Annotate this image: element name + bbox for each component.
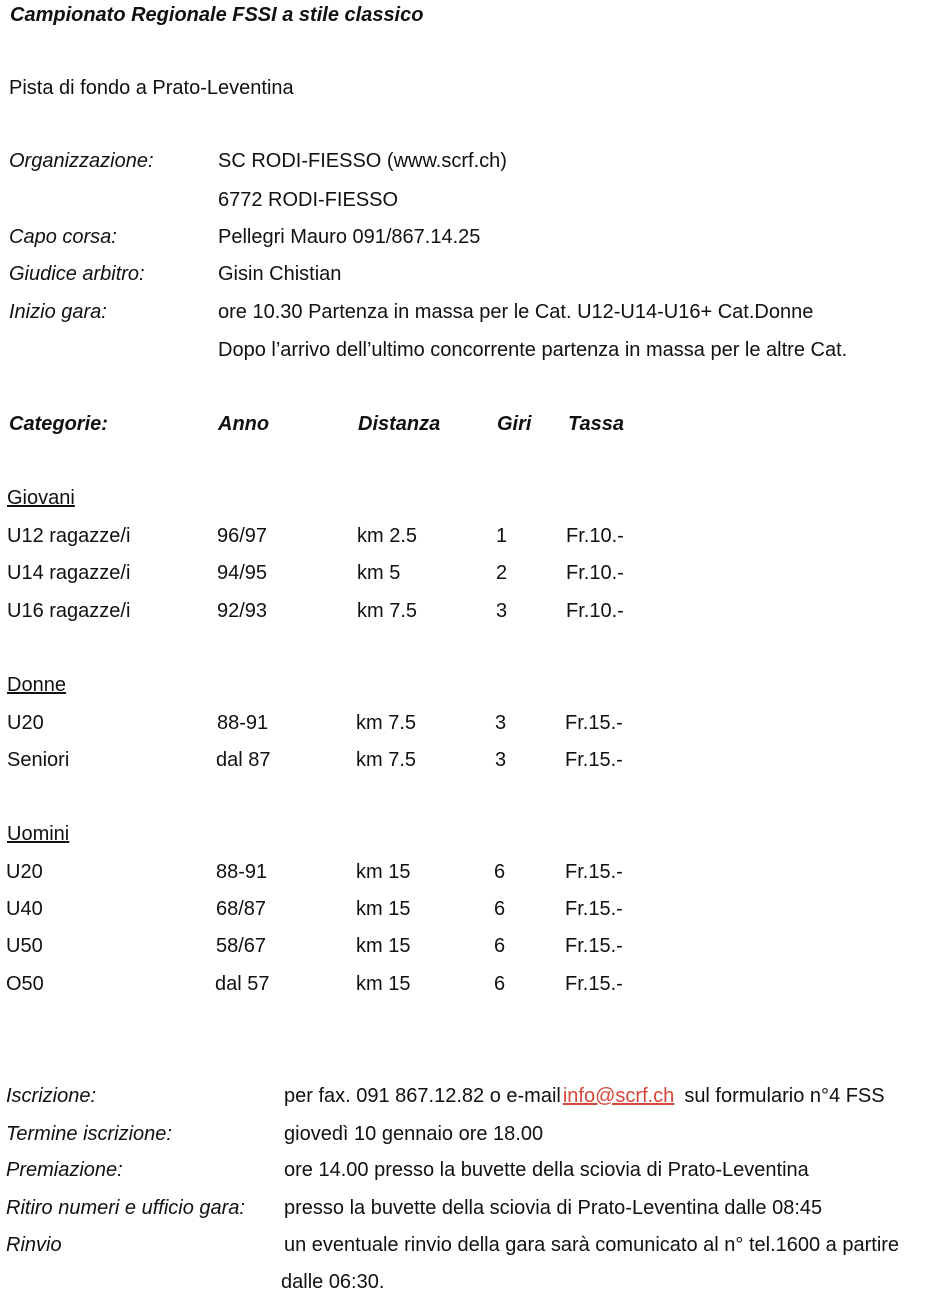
cell-anno: 94/95 <box>217 562 268 584</box>
cell-tassa: Fr.15.- <box>565 973 623 995</box>
table-row <box>0 599 952 623</box>
cell-categoria: U20 <box>6 861 43 883</box>
table-row <box>0 711 952 735</box>
ritiro-label: Ritiro numeri e ufficio gara: <box>6 1197 245 1219</box>
table-header <box>0 412 952 436</box>
subtitle: Pista di fondo a Prato-Leventina <box>9 77 294 99</box>
cell-categoria: U16 ragazze/i <box>7 600 131 622</box>
cell-giri: 3 <box>495 712 507 734</box>
cell-distanza: km 15 <box>356 898 411 920</box>
table-row <box>0 561 952 585</box>
cell-categoria: Seniori <box>7 749 70 771</box>
capo-corsa-value: Pellegri Mauro 091/867.14.25 <box>218 226 481 248</box>
rinvio-label: Rinvio <box>6 1234 62 1256</box>
rinvio-value: un eventuale rinvio della gara sarà comunicato al n° tel.1600 a partire <box>284 1234 900 1256</box>
cell-tassa: Fr.10.- <box>566 600 624 622</box>
cell-tassa: Fr.15.- <box>565 861 623 883</box>
table-row <box>0 860 952 884</box>
inizio-gara-label: Inizio gara: <box>9 301 107 323</box>
giudice-value: Gisin Chistian <box>218 263 342 285</box>
termine-value: giovedì 10 gennaio ore 18.00 <box>284 1123 544 1145</box>
cell-giri: 3 <box>495 749 507 771</box>
cell-categoria: U12 ragazze/i <box>7 525 131 547</box>
organizzazione-label: Organizzazione: <box>9 150 154 172</box>
cell-distanza: km 7.5 <box>356 712 417 734</box>
cell-giri: 1 <box>496 525 508 547</box>
iscrizione-value <box>284 1084 885 1108</box>
premiazione-label: Premiazione: <box>6 1159 123 1181</box>
inizio-gara-note: Dopo l’arrivo dell’ultimo concorrente partenza in massa per le altre Cat. <box>218 339 848 361</box>
header-giri: Giri <box>497 413 532 435</box>
cell-categoria: O50 <box>6 973 44 995</box>
group-heading-donne: Donne <box>7 674 66 696</box>
ritiro-value: presso la buvette della sciovia di Prato-Leventina dalle 08:45 <box>284 1197 823 1219</box>
page-title: Campionato Regionale FSSI a stile classico <box>10 4 424 26</box>
capo-corsa-label: Capo corsa: <box>9 226 117 248</box>
table-row <box>0 934 952 958</box>
cell-distanza: km 7.5 <box>356 749 417 771</box>
table-row <box>0 972 952 996</box>
premiazione-value: ore 14.00 presso la buvette della sciovia di Prato-Leventina <box>284 1159 809 1181</box>
header-categorie: Categorie: <box>9 413 108 435</box>
cell-anno: 92/93 <box>217 600 268 622</box>
iscrizione-formulario: sul formulario n°4 FSS <box>684 1085 885 1107</box>
cell-anno: 88-91 <box>217 712 269 734</box>
cell-giri: 2 <box>496 562 508 584</box>
cell-giri: 6 <box>494 898 506 920</box>
cell-categoria: U14 ragazze/i <box>7 562 131 584</box>
termine-label: Termine iscrizione: <box>6 1123 172 1145</box>
giudice-label: Giudice arbitro: <box>9 263 145 285</box>
header-anno: Anno <box>218 413 270 435</box>
cell-anno: dal 87 <box>216 749 271 771</box>
group-heading-giovani: Giovani <box>7 487 75 509</box>
cell-giri: 3 <box>496 600 508 622</box>
organizzazione-address: 6772 RODI-FIESSO <box>218 189 399 211</box>
cell-tassa: Fr.15.- <box>565 898 623 920</box>
cell-categoria: U20 <box>7 712 44 734</box>
cell-tassa: Fr.15.- <box>565 935 623 957</box>
cell-giri: 6 <box>494 935 506 957</box>
cell-tassa: Fr.10.- <box>566 525 624 547</box>
cell-tassa: Fr.15.- <box>565 712 623 734</box>
cell-distanza: km 15 <box>356 861 411 883</box>
iscrizione-text: per fax. 091 867.12.82 o e-mail <box>284 1085 561 1107</box>
table-row <box>0 897 952 921</box>
cell-tassa: Fr.10.- <box>566 562 624 584</box>
table-row <box>0 524 952 548</box>
iscrizione-label: Iscrizione: <box>6 1085 97 1107</box>
cell-categoria: U40 <box>6 898 43 920</box>
cell-distanza: km 15 <box>356 935 411 957</box>
header-tassa: Tassa <box>568 413 624 435</box>
cell-distanza: km 2.5 <box>357 525 418 547</box>
cell-distanza: km 7.5 <box>357 600 418 622</box>
rinvio-time: dalle 06:30. <box>281 1271 385 1293</box>
cell-anno: 58/67 <box>216 935 267 957</box>
cell-giri: 6 <box>494 861 506 883</box>
cell-anno: 88-91 <box>216 861 268 883</box>
inizio-gara-value: ore 10.30 Partenza in massa per le Cat. U12-U14-U16+ Cat.Donne <box>218 301 814 323</box>
cell-distanza: km 15 <box>356 973 411 995</box>
organizzazione-value: SC RODI-FIESSO (www.scrf.ch) <box>218 150 507 172</box>
header-distanza: Distanza <box>358 413 441 435</box>
cell-categoria: U50 <box>6 935 43 957</box>
table-row <box>0 748 952 772</box>
cell-anno: 96/97 <box>217 525 268 547</box>
cell-anno: 68/87 <box>216 898 267 920</box>
group-heading-uomini: Uomini <box>7 823 70 845</box>
cell-distanza: km 5 <box>357 562 401 584</box>
cell-giri: 6 <box>494 973 506 995</box>
cell-anno: dal 57 <box>215 973 270 995</box>
cell-tassa: Fr.15.- <box>565 749 623 771</box>
email-link[interactable]: info@scrf.ch <box>562 1085 675 1107</box>
